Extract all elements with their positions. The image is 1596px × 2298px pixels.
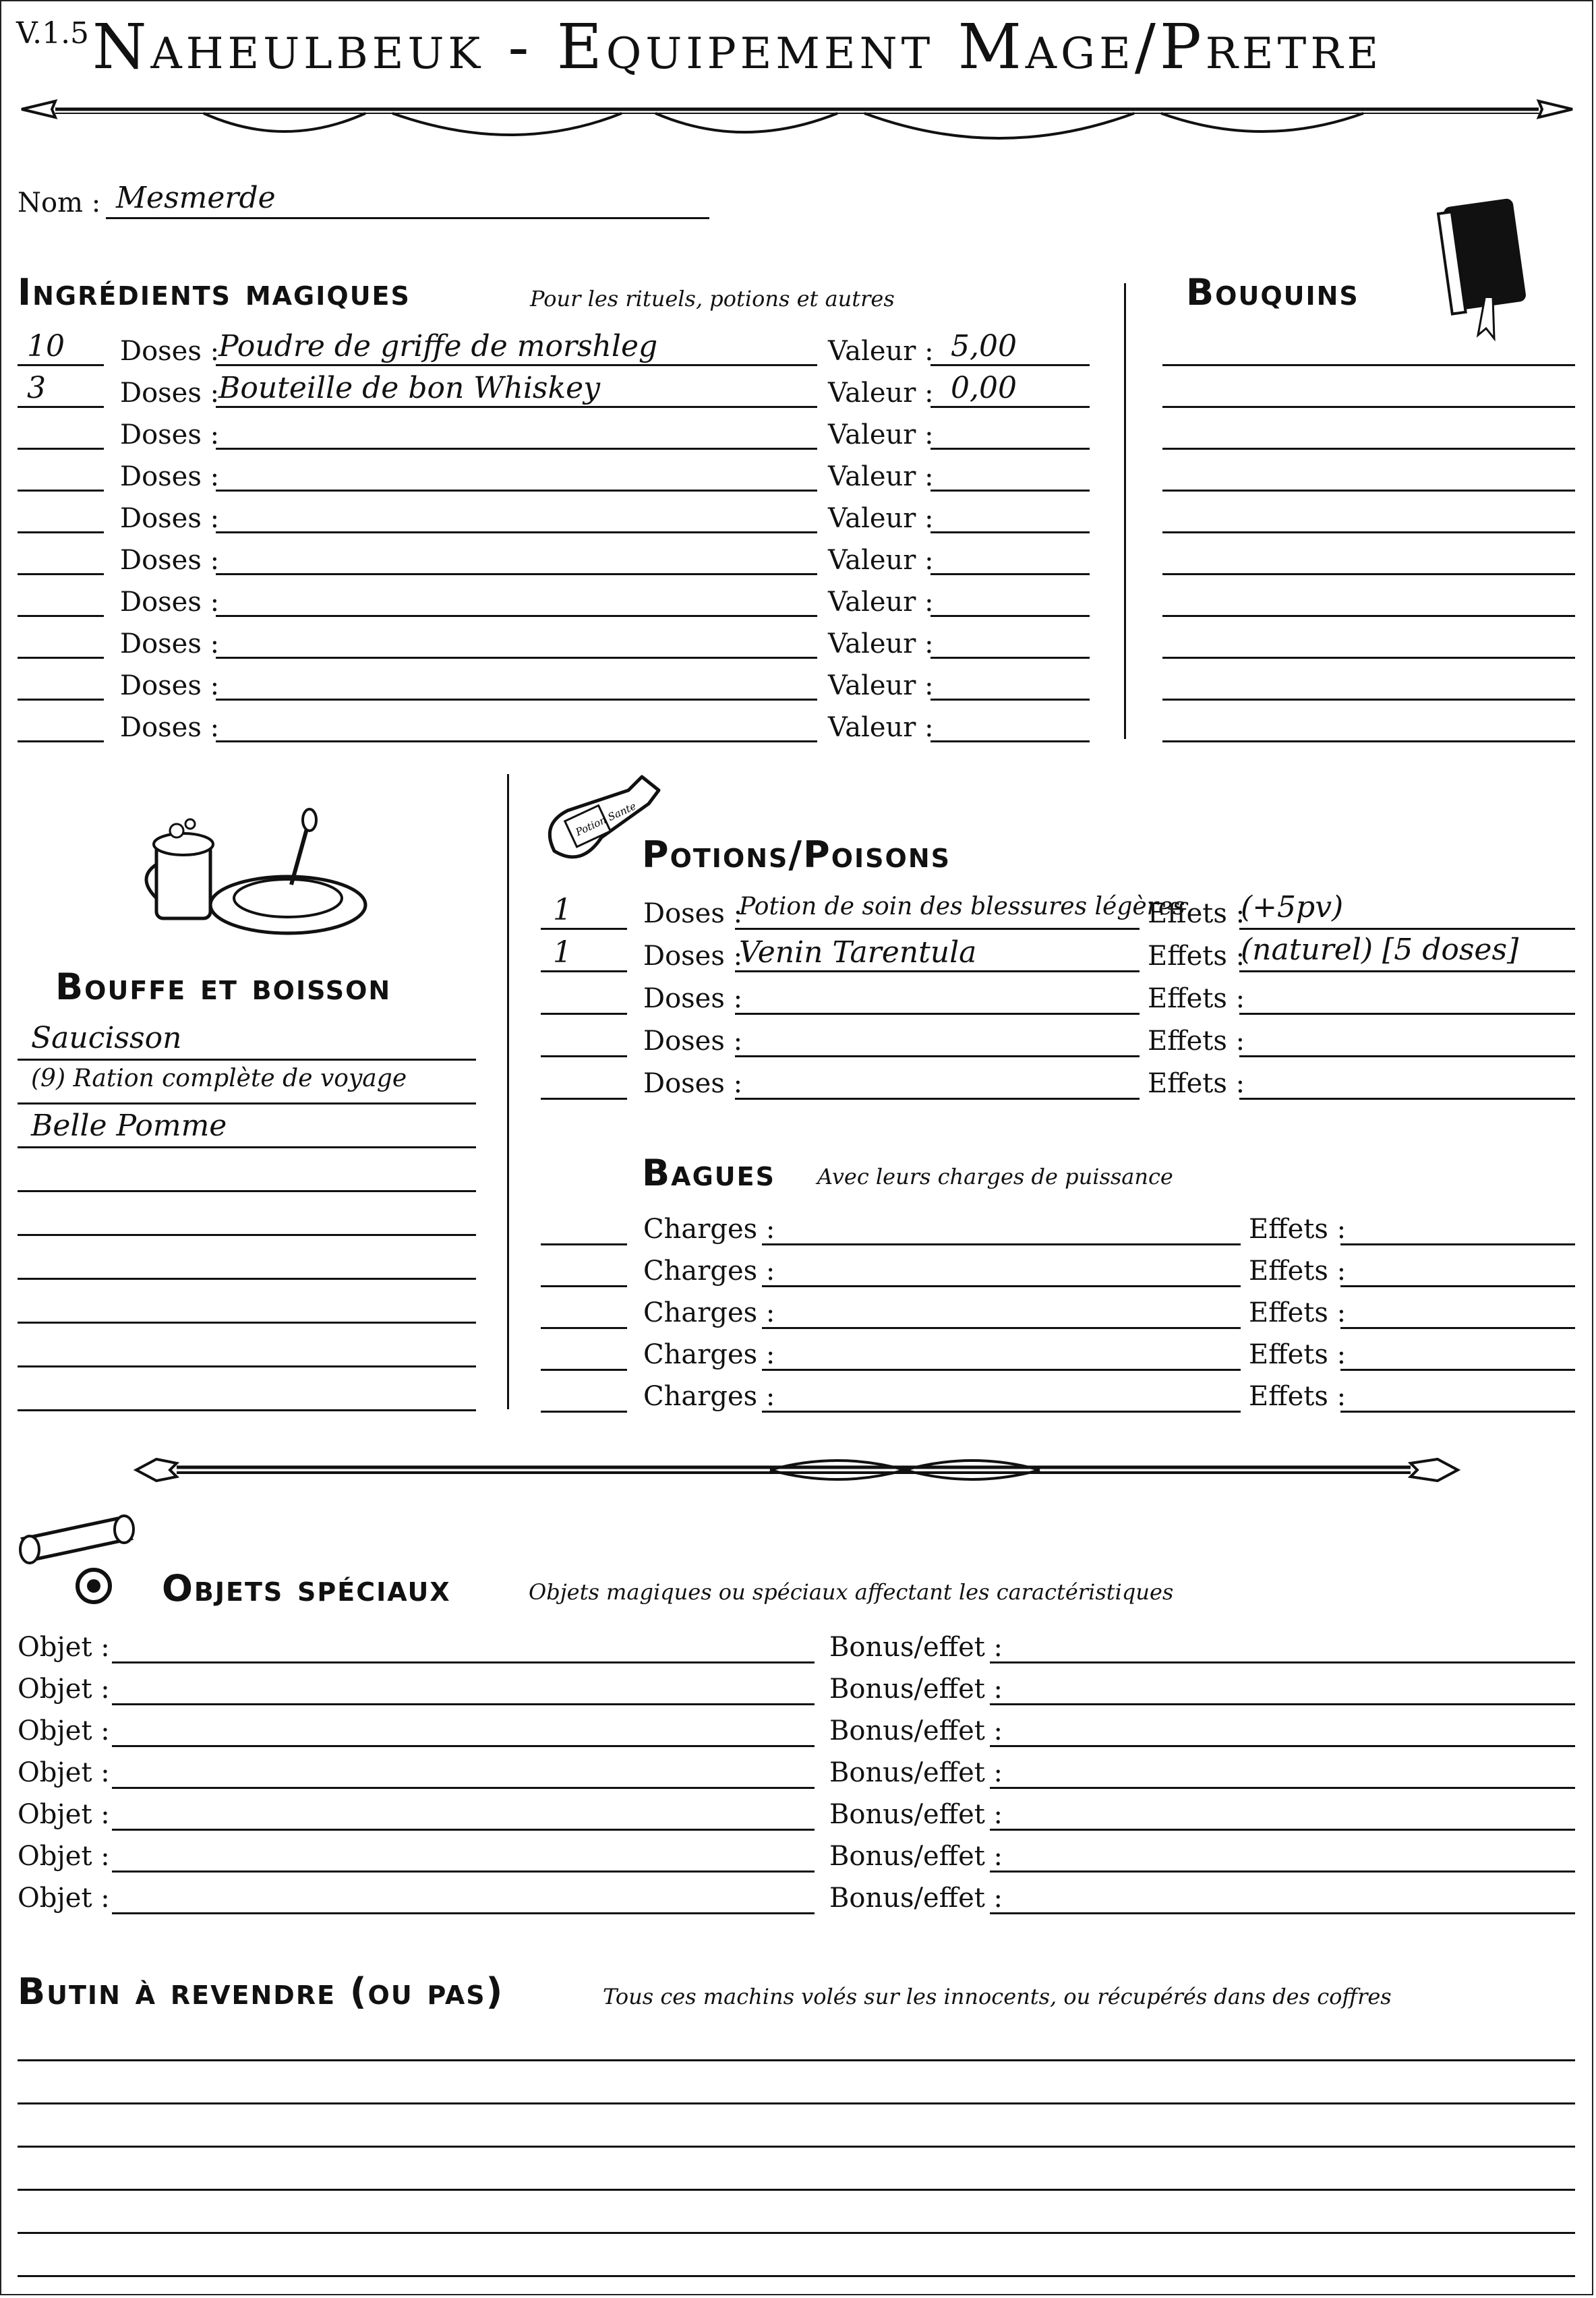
object-line: [112, 1829, 815, 1831]
ingredient-doses-label: Doses :: [120, 336, 220, 367]
ingredient-name-field[interactable]: Poudre de griffe de morshleg: [218, 329, 658, 363]
bonus-line: [990, 1829, 1575, 1831]
ingredient-value-label: Valeur :: [828, 461, 934, 492]
potion-effects-label: Effets :: [1148, 898, 1245, 929]
book-line: [1162, 740, 1575, 742]
ingredient-doses-label: Doses :: [120, 419, 220, 450]
potion-doses-label: Doses :: [643, 941, 743, 972]
ingredient-value-line: [930, 448, 1090, 450]
potion-qty-line: [541, 1055, 627, 1057]
ring-qty-line: [541, 1411, 627, 1413]
ingredient-qty-line: [18, 573, 104, 575]
ingredient-value-line: [930, 615, 1090, 617]
ring-effect-line: [1340, 1243, 1575, 1245]
rings-subtitle: Avec leurs charges de puissance: [817, 1164, 1173, 1189]
potion-name-line: [735, 1013, 1140, 1015]
bonus-line: [990, 1745, 1575, 1747]
middle-divider: [507, 774, 509, 1409]
object-line: [112, 1912, 815, 1914]
potion-effect-line: [1239, 1055, 1575, 1057]
potion-name-field[interactable]: Potion de soin des blessures légères: [739, 893, 1185, 920]
ring-effect-line: [1340, 1285, 1575, 1287]
ingredient-qty-line: [18, 615, 104, 617]
special-subtitle: Objets magiques ou spéciaux affectant les caractéristiques: [529, 1579, 1174, 1605]
ring-charges-label: Charges :: [643, 1297, 775, 1328]
potion-qty-line: [541, 928, 627, 930]
ingredient-name-line: [216, 490, 817, 492]
version-label: V.1.5: [16, 16, 90, 51]
ring-charges-line: [762, 1327, 1241, 1329]
ingredient-value-label: Valeur :: [828, 670, 934, 701]
food-line: [18, 1102, 476, 1104]
potion-effects-label: Effets :: [1148, 941, 1245, 972]
ring-charges-label: Charges :: [643, 1214, 775, 1245]
ring-effects-label: Effets :: [1249, 1256, 1347, 1287]
potion-name-line: [735, 928, 1140, 930]
object-label: Objet :: [18, 1799, 110, 1830]
food-line: [18, 1059, 476, 1061]
loot-title: Butin à revendre (ou pas): [18, 1970, 504, 2013]
ingredient-value-label: Valeur :: [828, 419, 934, 450]
potion-effect-line: [1239, 928, 1575, 930]
food-line: [18, 1365, 476, 1367]
bonus-label: Bonus/effet :: [829, 1674, 1003, 1705]
ingredient-value-label: Valeur :: [828, 587, 934, 618]
column-divider: [1124, 283, 1126, 739]
book-line: [1162, 448, 1575, 450]
ingredient-name-line: [216, 364, 817, 366]
ingredient-value-field[interactable]: 5,00: [951, 329, 1017, 363]
ingredient-qty-line: [18, 364, 104, 366]
ingredient-qty-field[interactable]: 3: [27, 371, 46, 405]
potion-name-line: [735, 1098, 1140, 1100]
bonus-line: [990, 1912, 1575, 1914]
ingredient-doses-label: Doses :: [120, 587, 220, 618]
ingredient-value-line: [930, 531, 1090, 533]
ring-charges-label: Charges :: [643, 1256, 775, 1287]
bonus-label: Bonus/effet :: [829, 1841, 1003, 1872]
bonus-label: Bonus/effet :: [829, 1757, 1003, 1788]
ingredient-name-line: [216, 699, 817, 701]
ingredient-value-label: Valeur :: [828, 712, 934, 743]
object-line: [112, 1661, 815, 1663]
potion-doses-label: Doses :: [643, 1026, 743, 1057]
ingredient-name-line: [216, 448, 817, 450]
ring-qty-line: [541, 1243, 627, 1245]
ingredient-qty-line: [18, 531, 104, 533]
ring-charges-label: Charges :: [643, 1339, 775, 1370]
book-icon: [1438, 197, 1532, 345]
potion-qty-line: [541, 970, 627, 972]
object-label: Objet :: [18, 1715, 110, 1746]
ingredient-doses-label: Doses :: [120, 503, 220, 534]
food-line: [18, 1278, 476, 1280]
ring-effects-label: Effets :: [1249, 1297, 1347, 1328]
ingredient-value-label: Valeur :: [828, 378, 934, 409]
bonus-line: [990, 1703, 1575, 1705]
ingredients-subtitle: Pour les rituels, potions et autres: [530, 286, 895, 312]
ingredient-value-line: [930, 740, 1090, 742]
potion-effect-field[interactable]: (+5pv): [1241, 890, 1344, 924]
food-icon: [136, 804, 379, 939]
bonus-line: [990, 1787, 1575, 1789]
ring-charges-label: Charges :: [643, 1381, 775, 1412]
food-line: [18, 1190, 476, 1192]
object-line: [112, 1787, 815, 1789]
book-line: [1162, 364, 1575, 366]
ingredient-value-line: [930, 490, 1090, 492]
ingredient-qty-line: [18, 657, 104, 659]
loot-line: [18, 2232, 1575, 2234]
ingredient-value-line: [930, 406, 1090, 408]
book-line: [1162, 657, 1575, 659]
bonus-label: Bonus/effet :: [829, 1715, 1003, 1746]
ingredient-value-label: Valeur :: [828, 503, 934, 534]
ingredient-qty-field[interactable]: 10: [27, 329, 65, 363]
ingredient-doses-label: Doses :: [120, 712, 220, 743]
potion-name-line: [735, 1055, 1140, 1057]
object-line: [112, 1870, 815, 1873]
loot-line: [18, 2059, 1575, 2061]
potion-qty-field[interactable]: 1: [553, 935, 572, 970]
bonus-line: [990, 1661, 1575, 1663]
ingredient-qty-line: [18, 699, 104, 701]
ingredient-name-field[interactable]: Bouteille de bon Whiskey: [218, 371, 601, 405]
bonus-label: Bonus/effet :: [829, 1799, 1003, 1830]
sheet-title: Naheulbeuk - Equipement Mage/Pretre: [92, 11, 1383, 83]
loot-line: [18, 2102, 1575, 2104]
ingredient-qty-line: [18, 406, 104, 408]
book-line: [1162, 573, 1575, 575]
ingredient-name-line: [216, 740, 817, 742]
ingredient-doses-label: Doses :: [120, 545, 220, 576]
ingredient-value-line: [930, 364, 1090, 366]
ring-effect-line: [1340, 1369, 1575, 1371]
ingredient-qty-line: [18, 490, 104, 492]
ingredient-value-line: [930, 573, 1090, 575]
ring-qty-line: [541, 1369, 627, 1371]
book-line: [1162, 406, 1575, 408]
staff-divider-icon: [129, 1444, 1465, 1498]
books-title: Bouquins: [1186, 271, 1359, 314]
object-label: Objet :: [18, 1757, 110, 1788]
object-line: [112, 1703, 815, 1705]
food-line: [18, 1146, 476, 1148]
ingredient-name-line: [216, 531, 817, 533]
object-label: Objet :: [18, 1883, 110, 1914]
object-line: [112, 1745, 815, 1747]
ingredient-value-line: [930, 699, 1090, 701]
ingredient-name-line: [216, 657, 817, 659]
ingredient-value-field[interactable]: 0,00: [951, 371, 1017, 405]
name-field[interactable]: Mesmerde: [116, 181, 276, 215]
ingredient-qty-line: [18, 448, 104, 450]
book-line: [1162, 615, 1575, 617]
ingredient-value-label: Valeur :: [828, 336, 934, 367]
rings-title: Bagues: [642, 1152, 775, 1194]
bonus-label: Bonus/effet :: [829, 1883, 1003, 1914]
potion-qty-field[interactable]: 1: [553, 893, 572, 927]
object-label: Objet :: [18, 1841, 110, 1872]
ingredient-doses-label: Doses :: [120, 670, 220, 701]
ingredient-value-label: Valeur :: [828, 545, 934, 576]
ring-effects-label: Effets :: [1249, 1339, 1347, 1370]
potion-doses-label: Doses :: [643, 983, 743, 1014]
potion-effect-field[interactable]: (naturel) [5 doses]: [1241, 933, 1519, 967]
object-label: Objet :: [18, 1632, 110, 1663]
ring-qty-line: [541, 1327, 627, 1329]
ring-effects-label: Effets :: [1249, 1381, 1347, 1412]
object-label: Objet :: [18, 1674, 110, 1705]
food-title: Bouffe et boisson: [55, 966, 392, 1008]
ring-charges-line: [762, 1243, 1241, 1245]
potion-doses-label: Doses :: [643, 1068, 743, 1099]
loot-subtitle: Tous ces machins volés sur les innocents, ou récupérés dans des coffres: [603, 1984, 1392, 2009]
loot-line: [18, 2146, 1575, 2148]
ingredient-doses-label: Doses :: [120, 628, 220, 659]
scroll-and-ring-icon: [16, 1512, 158, 1613]
book-line: [1162, 490, 1575, 492]
ring-charges-line: [762, 1369, 1241, 1371]
potion-effect-line: [1239, 970, 1575, 972]
bonus-line: [990, 1870, 1575, 1873]
name-underline: [106, 217, 709, 219]
potion-effect-line: [1239, 1013, 1575, 1015]
food-item-field[interactable]: (9) Ration complète de voyage: [31, 1065, 407, 1092]
book-line: [1162, 699, 1575, 701]
ring-qty-line: [541, 1285, 627, 1287]
potion-name-field[interactable]: Venin Tarentula: [739, 935, 977, 970]
potions-title: Potions/Poisons: [642, 833, 951, 876]
ingredient-name-line: [216, 406, 817, 408]
ring-effect-line: [1340, 1411, 1575, 1413]
ingredient-qty-line: [18, 740, 104, 742]
potion-name-line: [735, 970, 1140, 972]
book-line: [1162, 531, 1575, 533]
loot-line: [18, 2275, 1575, 2277]
food-item-field[interactable]: Belle Pomme: [31, 1109, 227, 1143]
food-line: [18, 1322, 476, 1324]
food-line: [18, 1234, 476, 1236]
name-label: Nom :: [18, 187, 101, 218]
ingredient-doses-label: Doses :: [120, 461, 220, 492]
special-title: Objets spéciaux: [162, 1567, 451, 1610]
potion-effects-label: Effets :: [1148, 1068, 1245, 1099]
spear-divider-icon: [15, 89, 1579, 143]
potion-doses-label: Doses :: [643, 898, 743, 929]
ingredient-value-line: [930, 657, 1090, 659]
potion-qty-line: [541, 1098, 627, 1100]
food-line: [18, 1409, 476, 1411]
potion-effect-line: [1239, 1098, 1575, 1100]
ingredient-name-line: [216, 573, 817, 575]
ring-charges-line: [762, 1411, 1241, 1413]
potion-effects-label: Effets :: [1148, 1026, 1245, 1057]
ingredient-name-line: [216, 615, 817, 617]
loot-line: [18, 2189, 1575, 2191]
bonus-label: Bonus/effet :: [829, 1632, 1003, 1663]
ingredient-doses-label: Doses :: [120, 378, 220, 409]
ring-charges-line: [762, 1285, 1241, 1287]
ring-effects-label: Effets :: [1249, 1214, 1347, 1245]
potion-qty-line: [541, 1013, 627, 1015]
ring-effect-line: [1340, 1327, 1575, 1329]
potion-effects-label: Effets :: [1148, 983, 1245, 1014]
ingredients-title: Ingrédients magiques: [18, 271, 411, 314]
food-item-field[interactable]: Saucisson: [31, 1021, 182, 1055]
potion-bottle-label: Potion Sante: [573, 800, 639, 839]
ingredient-value-label: Valeur :: [828, 628, 934, 659]
